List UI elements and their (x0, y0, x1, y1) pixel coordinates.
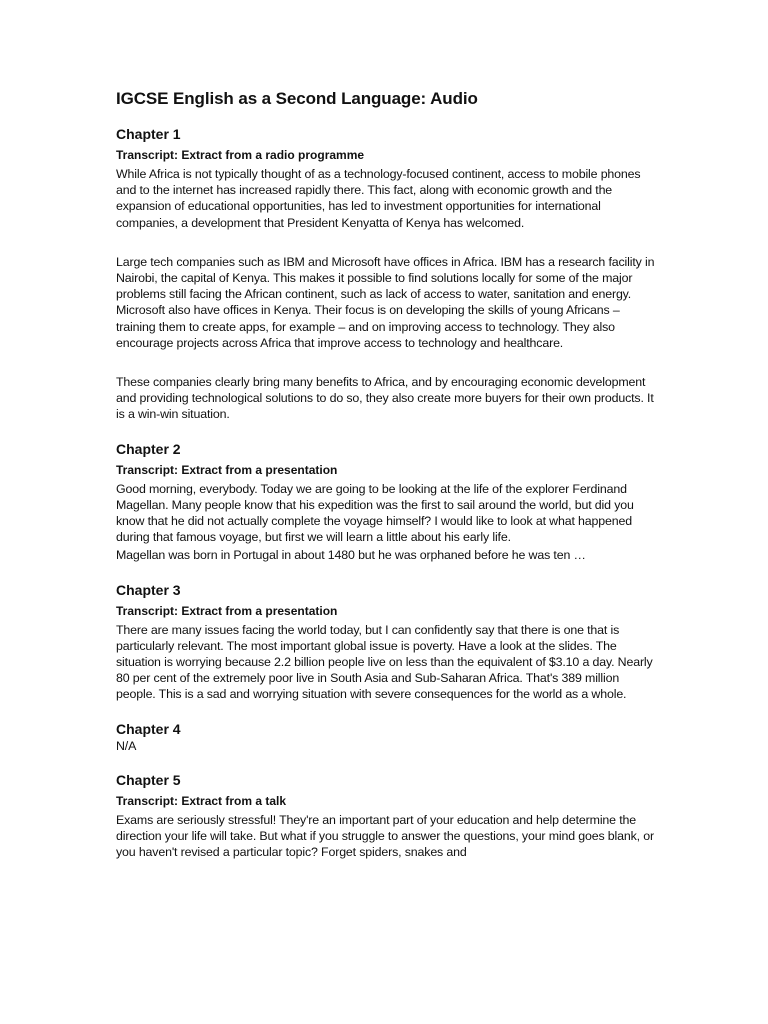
paragraph: Large tech companies such as IBM and Microsoft have offices in Africa. IBM has a research facility in Nairobi, the capital of Kenya. This makes it possible to find solutions locally for some of the major problems still facing the African continent, such as lack of access to water, sanitation and energy. Microsoft also have offices in Kenya. Their focus is on developing the skills of young Africans – training them to create apps, for example – and on improving access to technology. They also encourage projects across Africa that improve access to technology and healthcare. (116, 254, 655, 350)
paragraph: Good morning, everybody. Today we are going to be looking at the life of the explorer Ferdinand Magellan. Many people know that his expedition was the first to sail around the world, but did you know that he did not actually complete the voyage himself? I would like to look at what happened during that famous voyage, but first we will learn a little about his early life. (116, 481, 634, 545)
chapter-heading: Chapter 3 (116, 581, 181, 598)
transcript-heading: Transcript: Extract from a radio programme (116, 148, 365, 162)
chapter-note: N/A (116, 738, 137, 753)
chapter-1 (116, 125, 656, 423)
chapter-heading: Chapter 5 (116, 771, 181, 788)
paragraph: There are many issues facing the world today, but I can confidently say that there is one that is particularly relevant. The most important global issue is poverty. Have a look at the slides. The situation is worrying because 2.2 billion people live on less than the equivalent of $3.10 a day. Nearly 80 per cent of the extremely poor live in South Asia and Sub-Saharan Africa. That's 389 million people. This is a sad and worrying situation with severe consequences for the world as a whole. (116, 622, 653, 702)
chapter-4 (116, 720, 656, 754)
document-page (116, 88, 656, 860)
paragraph: Exams are seriously stressful! They're an important part of your education and help determine the direction your life will take. But what if you struggle to answer the questions, your mind goes blank, or you haven't revised a particular topic? Forget spiders, snakes and (116, 812, 654, 860)
transcript-heading: Transcript: Extract from a talk (116, 793, 287, 808)
chapter-heading: Chapter 2 (116, 440, 181, 457)
paragraph: Magellan was born in Portugal in about 1480 but he was orphaned before he was ten … (116, 548, 586, 563)
chapter-5 (116, 771, 656, 861)
chapter-heading: Chapter 1 (116, 126, 181, 142)
paragraph: While Africa is not typically thought of as a technology-focused continent, access to mobile phones and to the internet has increased rapidly there. This fact, along with economic growth and the expansion of educational opportunities, has led to investment opportunities for international companies, a development that President Kenyatta of Kenya has welcomed. (116, 167, 641, 230)
transcript-heading: Transcript: Extract from a presentation (116, 603, 338, 618)
chapter-heading: Chapter 4 (116, 720, 181, 737)
document-title: IGCSE English as a Second Language: Audio (116, 89, 478, 108)
paragraph: These companies clearly bring many benefits to Africa, and by encouraging economic development and providing technological solutions to do so, they also create more buyers for their own products. It is a win-win situation. (116, 375, 654, 422)
chapter-3 (116, 581, 656, 703)
transcript-heading: Transcript: Extract from a presentation (116, 462, 338, 477)
chapter-2 (116, 440, 656, 564)
